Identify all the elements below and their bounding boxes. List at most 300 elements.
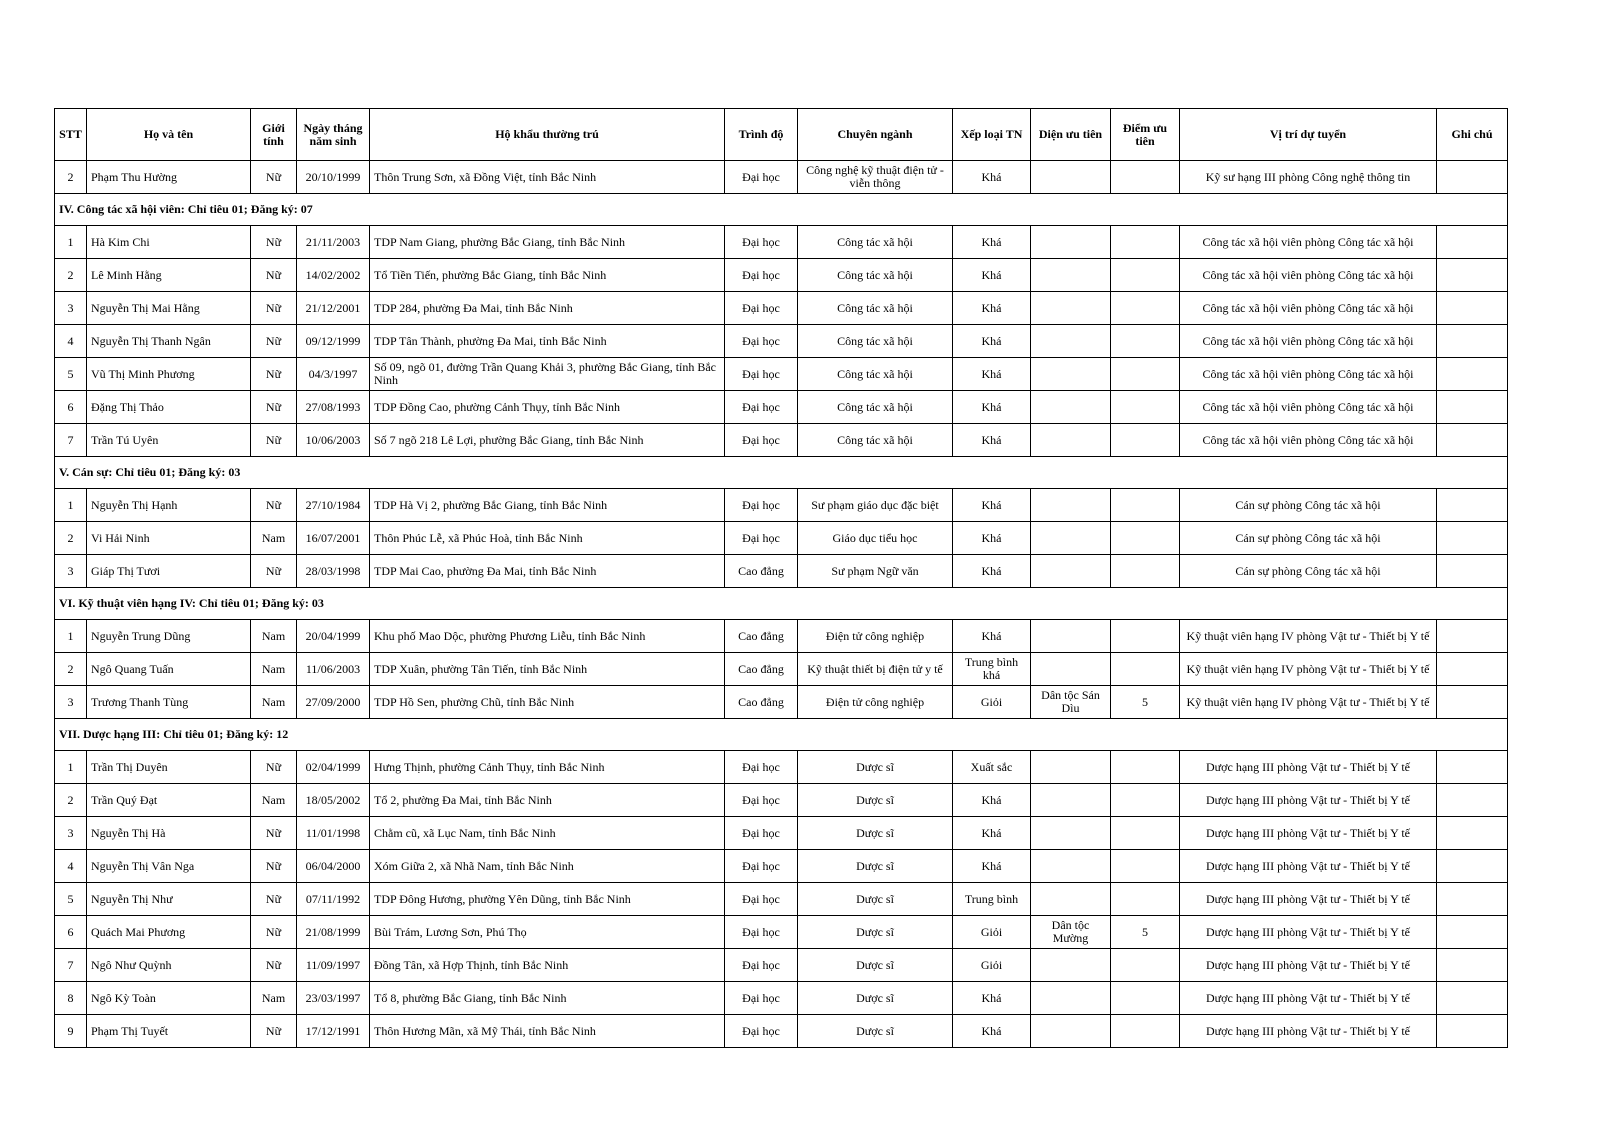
cell-notes [1437,850,1508,883]
cell-priority-points [1111,982,1180,1015]
cell-education-level: Đại học [725,982,798,1015]
cell-residence: TDP Xuân, phường Tân Tiến, tỉnh Bắc Ninh [370,653,725,686]
cell-residence: Chằm cũ, xã Lục Nam, tỉnh Bắc Ninh [370,817,725,850]
cell-education-level: Đại học [725,424,798,457]
cell-applied-position: Công tác xã hội viên phòng Công tác xã hội [1180,292,1437,325]
table-row [55,850,1508,883]
cell-priority-points [1111,292,1180,325]
cell-residence: TDP 284, phường Đa Mai, tỉnh Bắc Ninh [370,292,725,325]
cell-major: Công tác xã hội [798,358,953,391]
header-stt: STT [55,109,87,161]
cell-major: Dược sĩ [798,850,953,883]
cell-priority-category [1031,982,1111,1015]
cell-major: Kỹ thuật thiết bị điện tử y tế [798,653,953,686]
cell-stt: 7 [55,949,87,982]
cell-stt: 5 [55,883,87,916]
section-row [55,719,1508,751]
cell-priority-points [1111,325,1180,358]
cell-notes [1437,226,1508,259]
cell-residence: TDP Nam Giang, phường Bắc Giang, tỉnh Bắc Ninh [370,226,725,259]
cell-notes [1437,751,1508,784]
cell-education-level: Đại học [725,784,798,817]
cell-priority-points [1111,850,1180,883]
cell-notes [1437,916,1508,949]
cell-major: Điện tử công nghiệp [798,620,953,653]
cell-education-level: Đại học [725,850,798,883]
cell-residence: Khu phố Mao Dộc, phường Phương Liễu, tỉnh Bắc Ninh [370,620,725,653]
cell-stt: 2 [55,653,87,686]
cell-full-name: Trương Thanh Tùng [87,686,251,719]
cell-gender: Nam [251,686,297,719]
table-row [55,620,1508,653]
table-row [55,161,1508,194]
cell-applied-position: Dược hạng III phòng Vật tư - Thiết bị Y tế [1180,817,1437,850]
cell-residence: Tổ Tiền Tiến, phường Bắc Giang, tỉnh Bắc Ninh [370,259,725,292]
cell-gender: Nữ [251,259,297,292]
cell-residence: Bùi Trám, Lương Sơn, Phú Thọ [370,916,725,949]
cell-applied-position: Dược hạng III phòng Vật tư - Thiết bị Y tế [1180,751,1437,784]
cell-priority-points [1111,161,1180,194]
cell-stt: 1 [55,489,87,522]
cell-gender: Nữ [251,949,297,982]
cell-priority-points: 5 [1111,686,1180,719]
cell-priority-points [1111,817,1180,850]
cell-graduation-grade: Khá [953,161,1031,194]
table-row [55,292,1508,325]
header-education-level: Trình độ [725,109,798,161]
cell-graduation-grade: Khá [953,391,1031,424]
cell-notes [1437,358,1508,391]
cell-graduation-grade: Trung bình khá [953,653,1031,686]
cell-notes [1437,784,1508,817]
cell-graduation-grade: Xuất sắc [953,751,1031,784]
cell-priority-points [1111,784,1180,817]
table-row [55,391,1508,424]
cell-education-level: Đại học [725,916,798,949]
section-row [55,457,1508,489]
cell-graduation-grade: Khá [953,784,1031,817]
cell-priority-points [1111,751,1180,784]
cell-full-name: Ngô Quang Tuấn [87,653,251,686]
header-gender: Giới tính [251,109,297,161]
cell-graduation-grade: Giỏi [953,686,1031,719]
cell-applied-position: Dược hạng III phòng Vật tư - Thiết bị Y tế [1180,784,1437,817]
cell-education-level: Đại học [725,226,798,259]
cell-education-level: Đại học [725,292,798,325]
cell-graduation-grade: Trung bình [953,883,1031,916]
cell-priority-category [1031,391,1111,424]
cell-priority-category [1031,259,1111,292]
cell-birth-date: 20/10/1999 [297,161,370,194]
cell-major: Công nghệ kỹ thuật điện tử - viễn thông [798,161,953,194]
header-applied-position: Vị trí dự tuyển [1180,109,1437,161]
cell-birth-date: 17/12/1991 [297,1015,370,1048]
cell-full-name: Nguyễn Trung Dũng [87,620,251,653]
cell-birth-date: 18/05/2002 [297,784,370,817]
cell-birth-date: 27/08/1993 [297,391,370,424]
cell-birth-date: 06/04/2000 [297,850,370,883]
cell-graduation-grade: Khá [953,292,1031,325]
cell-applied-position: Kỹ sư hạng III phòng Công nghệ thông tin [1180,161,1437,194]
cell-education-level: Cao đẳng [725,653,798,686]
cell-graduation-grade: Khá [953,325,1031,358]
cell-priority-points [1111,620,1180,653]
cell-priority-points [1111,226,1180,259]
cell-priority-points [1111,1015,1180,1048]
cell-stt: 1 [55,620,87,653]
cell-major: Dược sĩ [798,916,953,949]
cell-graduation-grade: Khá [953,226,1031,259]
cell-notes [1437,555,1508,588]
cell-education-level: Đại học [725,259,798,292]
table-row [55,325,1508,358]
cell-applied-position: Cán sự phòng Công tác xã hội [1180,489,1437,522]
cell-graduation-grade: Khá [953,555,1031,588]
header-birth-date: Ngày tháng năm sinh [297,109,370,161]
cell-full-name: Phạm Thị Tuyết [87,1015,251,1048]
cell-priority-category [1031,653,1111,686]
cell-birth-date: 09/12/1999 [297,325,370,358]
cell-priority-category [1031,620,1111,653]
cell-priority-category [1031,358,1111,391]
cell-graduation-grade: Khá [953,489,1031,522]
cell-major: Dược sĩ [798,982,953,1015]
cell-major: Dược sĩ [798,883,953,916]
table-row [55,1015,1508,1048]
cell-education-level: Cao đẳng [725,555,798,588]
cell-residence: Thôn Hương Mãn, xã Mỹ Thái, tỉnh Bắc Ninh [370,1015,725,1048]
cell-education-level: Đại học [725,1015,798,1048]
cell-notes [1437,949,1508,982]
cell-major: Dược sĩ [798,949,953,982]
cell-full-name: Nguyễn Thị Hà [87,817,251,850]
cell-graduation-grade: Khá [953,358,1031,391]
cell-applied-position: Dược hạng III phòng Vật tư - Thiết bị Y tế [1180,850,1437,883]
cell-notes [1437,325,1508,358]
cell-priority-points [1111,489,1180,522]
cell-applied-position: Dược hạng III phòng Vật tư - Thiết bị Y tế [1180,982,1437,1015]
cell-birth-date: 11/06/2003 [297,653,370,686]
cell-priority-points [1111,949,1180,982]
cell-full-name: Vi Hải Ninh [87,522,251,555]
section-title: VI. Kỹ thuật viên hạng IV: Chỉ tiêu 01; Đăng ký: 03 [55,588,1508,620]
cell-residence: Số 09, ngõ 01, đường Trần Quang Khải 3, phường Bắc Giang, tỉnh Bắc Ninh [370,358,725,391]
cell-stt: 5 [55,358,87,391]
cell-stt: 4 [55,850,87,883]
cell-priority-category [1031,522,1111,555]
header-residence: Hộ khẩu thường trú [370,109,725,161]
cell-priority-category [1031,489,1111,522]
cell-priority-points [1111,424,1180,457]
cell-full-name: Trần Tú Uyên [87,424,251,457]
cell-education-level: Đại học [725,817,798,850]
cell-notes [1437,292,1508,325]
section-title: V. Cán sự: Chỉ tiêu 01; Đăng ký: 03 [55,457,1508,489]
cell-full-name: Ngô Kỳ Toàn [87,982,251,1015]
cell-residence: Tổ 2, phường Đa Mai, tỉnh Bắc Ninh [370,784,725,817]
cell-graduation-grade: Khá [953,424,1031,457]
cell-residence: Xóm Giữa 2, xã Nhã Nam, tỉnh Bắc Ninh [370,850,725,883]
cell-gender: Nữ [251,555,297,588]
cell-notes [1437,653,1508,686]
cell-education-level: Đại học [725,325,798,358]
cell-birth-date: 04/3/1997 [297,358,370,391]
cell-notes [1437,391,1508,424]
cell-stt: 3 [55,817,87,850]
cell-gender: Nam [251,982,297,1015]
cell-priority-category [1031,784,1111,817]
cell-gender: Nữ [251,489,297,522]
cell-gender: Nữ [251,358,297,391]
cell-stt: 1 [55,751,87,784]
cell-full-name: Nguyễn Thị Thanh Ngân [87,325,251,358]
cell-education-level: Đại học [725,161,798,194]
cell-applied-position: Công tác xã hội viên phòng Công tác xã hội [1180,325,1437,358]
cell-education-level: Đại học [725,949,798,982]
cell-gender: Nữ [251,325,297,358]
cell-education-level: Đại học [725,883,798,916]
table-row [55,784,1508,817]
cell-gender: Nam [251,784,297,817]
cell-full-name: Quách Mai Phương [87,916,251,949]
cell-residence: TDP Đông Hương, phường Yên Dũng, tỉnh Bắc Ninh [370,883,725,916]
cell-birth-date: 11/01/1998 [297,817,370,850]
cell-priority-points [1111,555,1180,588]
cell-graduation-grade: Khá [953,620,1031,653]
cell-priority-category [1031,850,1111,883]
cell-stt: 8 [55,982,87,1015]
cell-graduation-grade: Khá [953,1015,1031,1048]
cell-stt: 2 [55,161,87,194]
table-row [55,982,1508,1015]
cell-residence: TDP Tân Thành, phường Đa Mai, tỉnh Bắc Ninh [370,325,725,358]
cell-major: Công tác xã hội [798,292,953,325]
cell-stt: 7 [55,424,87,457]
header-row [55,109,1508,161]
candidate-table [54,108,1508,1048]
cell-residence: TDP Đồng Cao, phường Cảnh Thụy, tỉnh Bắc Ninh [370,391,725,424]
cell-major: Dược sĩ [798,784,953,817]
cell-priority-points [1111,391,1180,424]
cell-applied-position: Dược hạng III phòng Vật tư - Thiết bị Y tế [1180,1015,1437,1048]
cell-major: Điện tử công nghiệp [798,686,953,719]
cell-priority-category [1031,226,1111,259]
cell-full-name: Nguyễn Thị Mai Hằng [87,292,251,325]
cell-gender: Nữ [251,161,297,194]
header-priority-category: Diện ưu tiên [1031,109,1111,161]
cell-applied-position: Kỹ thuật viên hạng IV phòng Vật tư - Thiết bị Y tế [1180,653,1437,686]
header-major: Chuyên ngành [798,109,953,161]
cell-gender: Nữ [251,292,297,325]
cell-major: Công tác xã hội [798,226,953,259]
section-title: IV. Công tác xã hội viên: Chỉ tiêu 01; Đăng ký: 07 [55,194,1508,226]
cell-residence: Thôn Phúc Lễ, xã Phúc Hoà, tỉnh Bắc Ninh [370,522,725,555]
cell-graduation-grade: Khá [953,259,1031,292]
cell-residence: Tổ 8, phường Bắc Giang, tỉnh Bắc Ninh [370,982,725,1015]
cell-notes [1437,982,1508,1015]
cell-birth-date: 14/02/2002 [297,259,370,292]
cell-gender: Nữ [251,1015,297,1048]
cell-stt: 2 [55,259,87,292]
cell-full-name: Trần Quý Đạt [87,784,251,817]
cell-birth-date: 21/12/2001 [297,292,370,325]
cell-major: Công tác xã hội [798,325,953,358]
section-row [55,588,1508,620]
cell-gender: Nữ [251,424,297,457]
cell-major: Công tác xã hội [798,424,953,457]
cell-residence: Hưng Thịnh, phường Cảnh Thụy, tỉnh Bắc Ninh [370,751,725,784]
table-row [55,555,1508,588]
cell-priority-category [1031,883,1111,916]
cell-applied-position: Dược hạng III phòng Vật tư - Thiết bị Y tế [1180,883,1437,916]
cell-priority-category [1031,949,1111,982]
header-notes: Ghi chú [1437,109,1508,161]
cell-applied-position: Dược hạng III phòng Vật tư - Thiết bị Y tế [1180,949,1437,982]
cell-notes [1437,817,1508,850]
cell-education-level: Đại học [725,358,798,391]
cell-major: Sư phạm Ngữ văn [798,555,953,588]
cell-stt: 6 [55,916,87,949]
cell-priority-category [1031,161,1111,194]
cell-birth-date: 10/06/2003 [297,424,370,457]
cell-gender: Nam [251,653,297,686]
table-row [55,686,1508,719]
cell-full-name: Nguyễn Thị Hạnh [87,489,251,522]
cell-stt: 9 [55,1015,87,1048]
cell-major: Dược sĩ [798,817,953,850]
table-row [55,883,1508,916]
cell-full-name: Ngô Như Quỳnh [87,949,251,982]
cell-full-name: Đặng Thị Thảo [87,391,251,424]
cell-birth-date: 27/09/2000 [297,686,370,719]
cell-gender: Nữ [251,226,297,259]
cell-priority-category [1031,751,1111,784]
table-row [55,522,1508,555]
cell-education-level: Cao đẳng [725,686,798,719]
cell-full-name: Hà Kim Chi [87,226,251,259]
cell-major: Công tác xã hội [798,259,953,292]
cell-full-name: Phạm Thu Hường [87,161,251,194]
cell-priority-category [1031,292,1111,325]
cell-graduation-grade: Giỏi [953,949,1031,982]
cell-residence: Thôn Trung Sơn, xã Đồng Việt, tỉnh Bắc Ninh [370,161,725,194]
cell-education-level: Cao đẳng [725,620,798,653]
cell-residence: TDP Hà Vị 2, phường Bắc Giang, tỉnh Bắc Ninh [370,489,725,522]
cell-notes [1437,161,1508,194]
cell-gender: Nữ [251,883,297,916]
cell-priority-category: Dân tộc Mường [1031,916,1111,949]
cell-applied-position: Công tác xã hội viên phòng Công tác xã hội [1180,226,1437,259]
cell-notes [1437,424,1508,457]
cell-birth-date: 28/03/1998 [297,555,370,588]
cell-stt: 3 [55,292,87,325]
cell-notes [1437,259,1508,292]
cell-priority-points [1111,653,1180,686]
cell-stt: 1 [55,226,87,259]
cell-birth-date: 02/04/1999 [297,751,370,784]
cell-residence: TDP Mai Cao, phường Đa Mai, tỉnh Bắc Ninh [370,555,725,588]
cell-applied-position: Công tác xã hội viên phòng Công tác xã hội [1180,358,1437,391]
cell-priority-points: 5 [1111,916,1180,949]
table-row [55,358,1508,391]
cell-notes [1437,686,1508,719]
cell-full-name: Nguyễn Thị Như [87,883,251,916]
cell-applied-position: Công tác xã hội viên phòng Công tác xã hội [1180,391,1437,424]
cell-gender: Nam [251,620,297,653]
table-row [55,916,1508,949]
cell-notes [1437,883,1508,916]
cell-applied-position: Công tác xã hội viên phòng Công tác xã hội [1180,259,1437,292]
cell-birth-date: 27/10/1984 [297,489,370,522]
cell-applied-position: Kỹ thuật viên hạng IV phòng Vật tư - Thiết bị Y tế [1180,620,1437,653]
cell-full-name: Nguyễn Thị Vân Nga [87,850,251,883]
cell-priority-points [1111,358,1180,391]
cell-stt: 4 [55,325,87,358]
cell-birth-date: 21/08/1999 [297,916,370,949]
cell-gender: Nữ [251,391,297,424]
cell-priority-category: Dân tộc Sán Dìu [1031,686,1111,719]
cell-major: Dược sĩ [798,1015,953,1048]
cell-full-name: Trần Thị Duyên [87,751,251,784]
table-row [55,259,1508,292]
cell-graduation-grade: Khá [953,817,1031,850]
cell-priority-category [1031,817,1111,850]
cell-residence: Số 7 ngõ 218 Lê Lợi, phường Bắc Giang, tỉnh Bắc Ninh [370,424,725,457]
cell-residence: Đồng Tân, xã Hợp Thịnh, tỉnh Bắc Ninh [370,949,725,982]
table-body [55,161,1508,1048]
cell-applied-position: Công tác xã hội viên phòng Công tác xã hội [1180,424,1437,457]
cell-priority-category [1031,555,1111,588]
cell-graduation-grade: Giỏi [953,916,1031,949]
cell-education-level: Đại học [725,489,798,522]
cell-notes [1437,522,1508,555]
cell-graduation-grade: Khá [953,982,1031,1015]
cell-gender: Nữ [251,916,297,949]
cell-priority-category [1031,325,1111,358]
table-row [55,653,1508,686]
cell-gender: Nữ [251,817,297,850]
cell-full-name: Giáp Thị Tươi [87,555,251,588]
cell-gender: Nữ [251,751,297,784]
cell-education-level: Đại học [725,391,798,424]
table-row [55,424,1508,457]
table-row [55,489,1508,522]
cell-birth-date: 20/04/1999 [297,620,370,653]
cell-birth-date: 16/07/2001 [297,522,370,555]
cell-priority-points [1111,883,1180,916]
cell-priority-points [1111,259,1180,292]
cell-education-level: Đại học [725,751,798,784]
cell-priority-category [1031,1015,1111,1048]
cell-full-name: Lê Minh Hằng [87,259,251,292]
cell-stt: 2 [55,784,87,817]
cell-full-name: Vũ Thị Minh Phương [87,358,251,391]
cell-major: Công tác xã hội [798,391,953,424]
cell-residence: TDP Hồ Sen, phường Chũ, tỉnh Bắc Ninh [370,686,725,719]
header-priority-points: Điểm ưu tiên [1111,109,1180,161]
cell-applied-position: Cán sự phòng Công tác xã hội [1180,522,1437,555]
table-row [55,949,1508,982]
cell-stt: 6 [55,391,87,424]
cell-stt: 3 [55,686,87,719]
cell-birth-date: 23/03/1997 [297,982,370,1015]
cell-applied-position: Dược hạng III phòng Vật tư - Thiết bị Y tế [1180,916,1437,949]
cell-priority-points [1111,522,1180,555]
header-full-name: Họ và tên [87,109,251,161]
table-row [55,226,1508,259]
cell-notes [1437,620,1508,653]
cell-stt: 3 [55,555,87,588]
